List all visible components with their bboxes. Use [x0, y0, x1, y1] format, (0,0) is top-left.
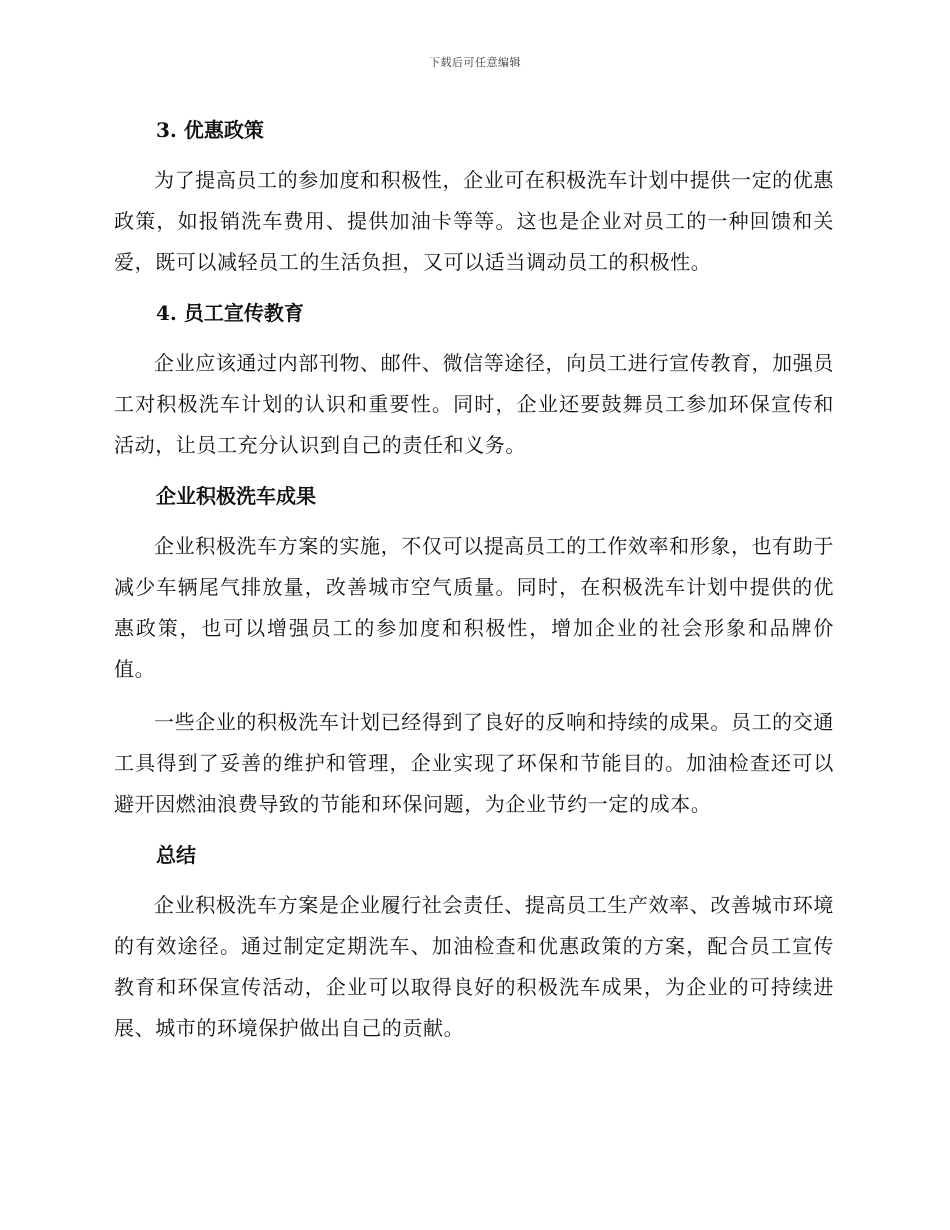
section-paragraph: 企业应该通过内部刊物、邮件、微信等途径，向员工进行宣传教育，加强员工对积极洗车计划的认识和重要性。同时，企业还要鼓舞员工参加环保宣传和活动，让员工充分认识到自己的责任和义务。 — [114, 351, 834, 457]
section-heading-discount-policy: 3. 优惠政策 — [156, 118, 264, 142]
document-body — [114, 110, 834, 1049]
section-heading-results: 企业积极洗车成果 — [156, 484, 316, 508]
page-header: 下载后可任意编辑 — [429, 56, 521, 69]
section-paragraph: 为了提高员工的参加度和积极性，企业可在积极洗车计划中提供一定的优惠政策，如报销洗车费用、提供加油卡等等。这也是企业对员工的一种回馈和关爱，既可以减轻员工的生活负担，又可以适当调动员工的积极性。 — [114, 168, 834, 274]
section-heading-staff-education: 4. 员工宣传教育 — [156, 301, 304, 325]
section-heading-summary: 总结 — [156, 843, 196, 867]
section-paragraph: 一些企业的积极洗车计划已经得到了良好的反响和持续的成果。员工的交通工具得到了妥善的维护和管理，企业实现了环保和节能目的。加油检查还可以避开因燃油浪费导致的节能和环保问题，为企业节约一定的成本。 — [114, 710, 834, 816]
section-paragraph: 企业积极洗车方案的实施，不仅可以提高员工的工作效率和形象，也有助于减少车辆尾气排放量，改善城市空气质量。同时，在积极洗车计划中提供的优惠政策，也可以增强员工的参加度和积极性，增加企业的社会形象和品牌价值。 — [114, 534, 834, 681]
section-paragraph: 企业积极洗车方案是企业履行社会责任、提高员工生产效率、改善城市环境的有效途径。通过制定定期洗车、加油检查和优惠政策的方案，配合员工宣传教育和环保宣传活动，企业可以取得良好的积极洗车成果，为企业的可持续进展、城市的环境保护做出自己的贡献。 — [114, 893, 834, 1040]
